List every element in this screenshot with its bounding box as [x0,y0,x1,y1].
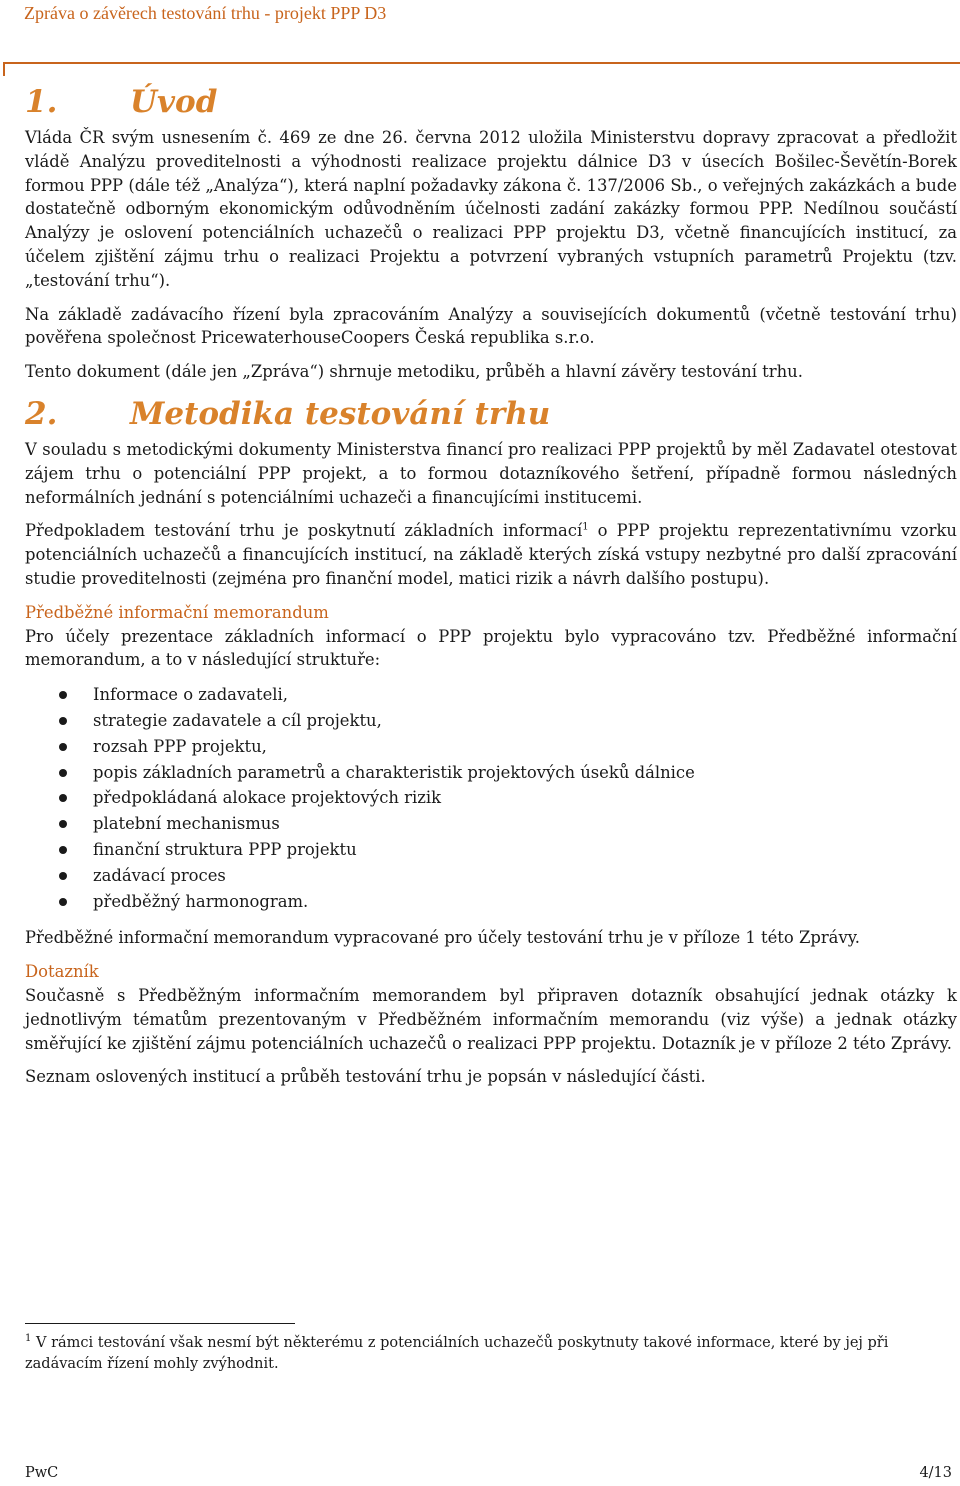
list-item-text: finanční struktura PPP projektu [93,839,357,859]
list-item-text: předpokládaná alokace projektových rizik [93,788,442,808]
bullet-icon [59,717,67,725]
section-2-paragraph-with-footnote [25,519,957,590]
bullet-icon [59,743,67,751]
footer-company: PwC [25,1465,59,1481]
bullet-icon [59,820,67,828]
list-item-text: strategie zadavatele a cíl projektu, [93,710,382,730]
section-1-heading [25,82,957,122]
list-item [25,889,957,915]
section-1-number: 1. [25,84,58,120]
bullet-icon [59,846,67,854]
bullet-icon [59,872,67,880]
list-item-text: zadávací proces [93,865,226,885]
bullet-icon [59,898,67,906]
memo-structure-list [25,682,957,914]
list-item [25,708,957,734]
footnote-mark: 1 [25,1333,32,1345]
section-1-paragraph: Tento dokument (dále jen „Zpráva“) shrnuje metodiku, průběh a hlavní závěry testování trhu. [25,362,803,382]
list-item [25,837,957,863]
header-rule-tick [3,62,5,76]
memo-subheading: Předběžné informační memorandum [25,602,329,622]
list-item [25,785,957,811]
running-header-title: Zpráva o závěrech testování trhu - projekt PPP D3 [24,3,387,23]
list-item [25,811,957,837]
footnote-separator [25,1323,295,1324]
list-item-text: rozsah PPP projektu, [93,736,267,756]
footnote-reference[interactable]: 1 [582,521,589,533]
list-item-text: popis základních parametrů a charakteristik projektových úseků dálnice [93,762,695,782]
list-item-text: platební mechanismus [93,814,280,834]
footer-page-number: 4/13 [919,1465,952,1481]
section-1-title: Úvod [130,84,218,120]
paragraph-text: Předpokladem testování trhu je poskytnutí základních informací [25,521,583,541]
bullet-icon [59,691,67,699]
section-1-paragraph: Na základě zadávacího řízení byla zpracováním Analýzy a souvisejících dokumentů (včetně testování trhu) pověřena společnost PricewaterhouseCoopers Česká republika s.r.o. [25,304,957,348]
section-2-number: 2. [25,395,58,432]
section-2-paragraph: V souladu s metodickými dokumenty Ministerstva financí pro realizaci PPP projektů by měl Zadavatel otestovat zájem trhu o potenciální PPP projekt, a to formou dotazníkového šetření, případně formou následných neformálních jednání s potenciálními uchazeči a financujícími institucemi. [25,439,957,507]
list-item [25,682,957,708]
questionnaire-paragraph: Současně s Předběžným informačním memorandem byl připraven dotazník obsahující jednak otázky k jednotlivým tématům prezentovaným v Předběžném informačním memorandu (viz výše) a jednak otázky směřující ke zjištění zájmu potenciálních uchazečů o realizaci PPP projektu. Dotazník je v příloze 2 této Zprávy. [25,985,957,1053]
bullet-icon [59,794,67,802]
page-body [25,82,957,1099]
questionnaire-subheading: Dotazník [25,962,99,982]
list-item-text: Informace o zadavateli, [93,685,288,705]
closing-paragraph: Seznam oslovených institucí a průběh testování trhu je popsán v následující části. [25,1067,706,1087]
bullet-icon [59,769,67,777]
paragraph-text: o PPP projektu reprezentativnímu vzorku potenciálních uchazečů a financujících institucí, na základě kterých získá vstupy nezbytné pro další zpracování studie proveditelnosti (zejména pro finanční model, matici rizik a návrh dalšího postupu). [25,521,957,588]
section-1-paragraph: Vláda ČR svým usnesením č. 469 ze dne 26. června 2012 uložila Ministerstvu dopravy zpracovat a předložit vládě Analýzu proveditelnosti a výhodnosti realizace projektu dálnice D3 v úsecích Bošilec-Ševětín-Borek formou PPP (dále též „Analýza“), která naplní požadavky zákona č. 137/2006 Sb., o veřejných zakázkách a bude dostatečně odborným ekonomickým odůvodněním účelnosti zadání zakázky formou PPP. Nedílnou součástí Analýzy je oslovení potenciálních uchazečů o realizaci PPP projektu D3, včetně financujících institucí, za účelem zjištění zájmu trhu o realizaci Projektu a potvrzení vybraných vstupních parametrů Projektu (tzv. „testování trhu“). [25,128,957,290]
footnote-text: V rámci testování však nesmí být některému z potenciálních uchazečů poskytnuty takové informace, které by jej při zadávacím řízení mohly zvýhodnit. [25,1335,889,1372]
footnote [25,1333,950,1375]
list-item-text: předběžný harmonogram. [93,891,309,911]
memo-annex-note: Předběžné informační memorandum vypracované pro účely testování trhu je v příloze 1 této Zprávy. [25,928,861,948]
header-rule [3,62,960,64]
memo-intro: Pro účely prezentace základních informací o PPP projektu bylo vypracováno tzv. Předběžné informační memorandum, a to v následující struktuře: [25,626,957,670]
list-item [25,734,957,760]
list-item [25,863,957,889]
list-item [25,760,957,786]
section-2-title: Metodika testování trhu [130,395,551,432]
section-2-heading [25,394,957,434]
